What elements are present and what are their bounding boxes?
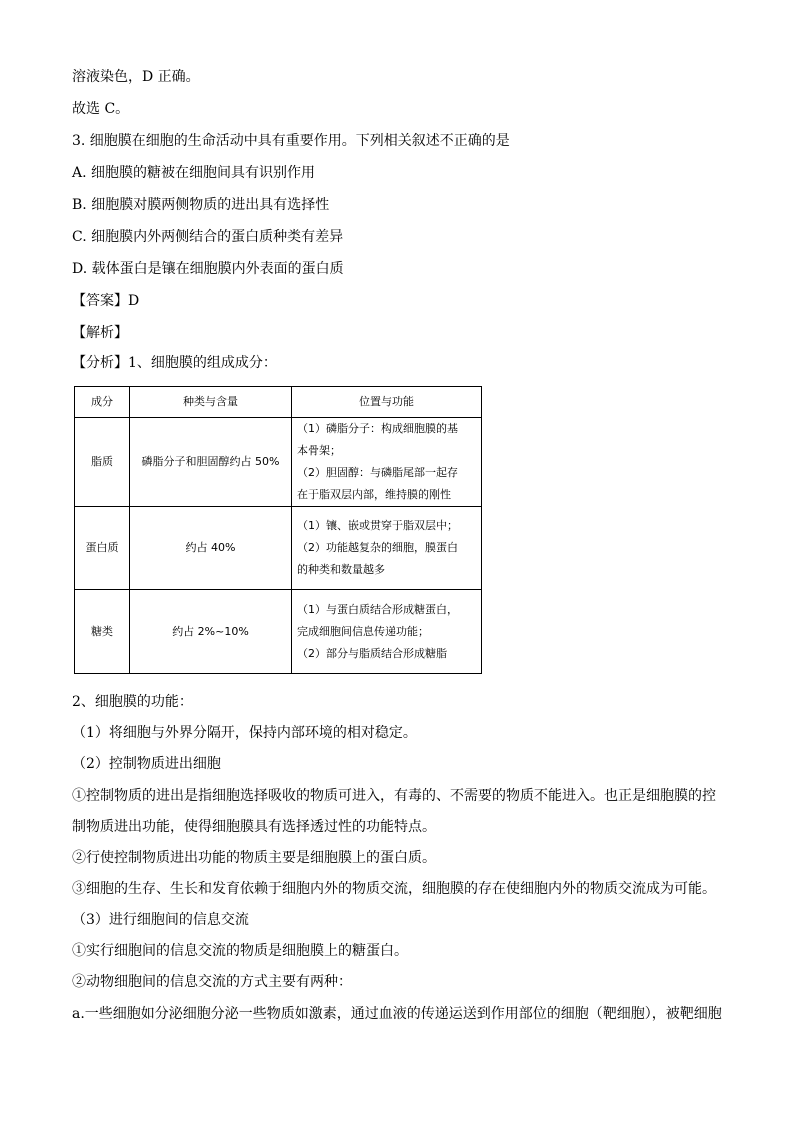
membrane-composition-table — [74, 386, 482, 674]
question-stem: 3. 细胞膜在细胞的生命活动中具有重要作用。下列相关叙述不正确的是 — [72, 133, 510, 149]
cell-line: 本骨架； — [297, 444, 341, 457]
text-line: （1）将细胞与外界分隔开，保持内部环境的相对稳定。 — [72, 725, 417, 741]
table-cell: 脂质 — [75, 418, 130, 507]
cell-line: （1）与蛋白质结合形成糖蛋白， — [297, 602, 458, 616]
cell-line: （2）功能越复杂的细胞，膜蛋白 — [297, 541, 458, 554]
cell-line: （2）胆固醇：与磷脂尾部一起存 — [297, 466, 458, 479]
table-header-row — [75, 387, 482, 418]
cell-line: （1）磷脂分子：构成细胞膜的基 — [297, 422, 458, 435]
table-row — [75, 590, 482, 674]
table-row — [75, 418, 482, 507]
text-line: ②行使控制物质进出功能的物质主要是细胞膜上的蛋白质。 — [72, 850, 436, 866]
table-cell: 约占 40% — [130, 507, 292, 590]
cell-line: 完成细胞间信息传递功能； — [297, 624, 429, 638]
table-header: 成分 — [75, 387, 130, 418]
table-cell: 磷脂分子和胆固醇约占 50% — [130, 418, 292, 507]
text-line: （3）进行细胞间的信息交流 — [72, 912, 249, 928]
text-line: ②动物细胞间的信息交流的方式主要有两种： — [72, 974, 352, 990]
analysis-label: 【解析】 — [72, 325, 128, 341]
text-line: ①控制物质的进出是指细胞选择吸收的物质可进入，有毒的、不需要的物质不能进入。也正是细胞膜的控 — [72, 788, 716, 804]
table-cell — [292, 590, 482, 674]
table-row — [75, 507, 482, 590]
table-header: 位置与功能 — [292, 387, 482, 418]
option-b: B. 细胞膜对膜两侧物质的进出具有选择性 — [72, 197, 330, 213]
text-line: 溶液染色，D 正确。 — [72, 69, 200, 85]
table-cell: 糖类 — [75, 590, 130, 674]
cell-line: 的种类和数量越多 — [297, 563, 385, 576]
answer-label: 【答案】D — [72, 293, 140, 309]
text-line: 故选 C。 — [72, 101, 130, 117]
option-a: A. 细胞膜的糖被在细胞间具有识别作用 — [72, 165, 316, 181]
text-line: 制物质进出功能，使得细胞膜具有选择透过性的功能特点。 — [72, 819, 436, 835]
cell-line: （2）部分与脂质结合形成糖脂 — [297, 646, 447, 660]
option-c: C. 细胞膜内外两侧结合的蛋白质种类有差异 — [72, 229, 344, 245]
cell-line: （1）镶、嵌或贯穿于脂双层中； — [297, 519, 458, 532]
table-cell — [292, 418, 482, 507]
text-line: （2）控制物质进出细胞 — [72, 756, 221, 772]
table-header: 种类与含量 — [130, 387, 292, 418]
text-line: ①实行细胞间的信息交流的物质是细胞膜上的糖蛋白。 — [72, 943, 408, 959]
text-line: a.一些细胞如分泌细胞分泌一些物质如激素，通过血液的传递运送到作用部位的细胞（靶细胞），被靶细胞 — [72, 1006, 722, 1022]
cell-line: 在于脂双层内部，维持膜的刚性 — [297, 488, 451, 501]
option-d: D. 载体蛋白是镶在细胞膜内外表面的蛋白质 — [72, 261, 344, 277]
text-line: ③细胞的生存、生长和发育依赖于细胞内外的物质交流，细胞膜的存在使细胞内外的物质交流成为可能。 — [72, 881, 716, 897]
table-cell: 蛋白质 — [75, 507, 130, 590]
table-cell: 约占 2%~10% — [130, 590, 292, 674]
text-line: 2、细胞膜的功能： — [72, 694, 193, 710]
analysis-heading: 【分析】1、细胞膜的组成成分： — [72, 355, 277, 371]
table-cell — [292, 507, 482, 590]
